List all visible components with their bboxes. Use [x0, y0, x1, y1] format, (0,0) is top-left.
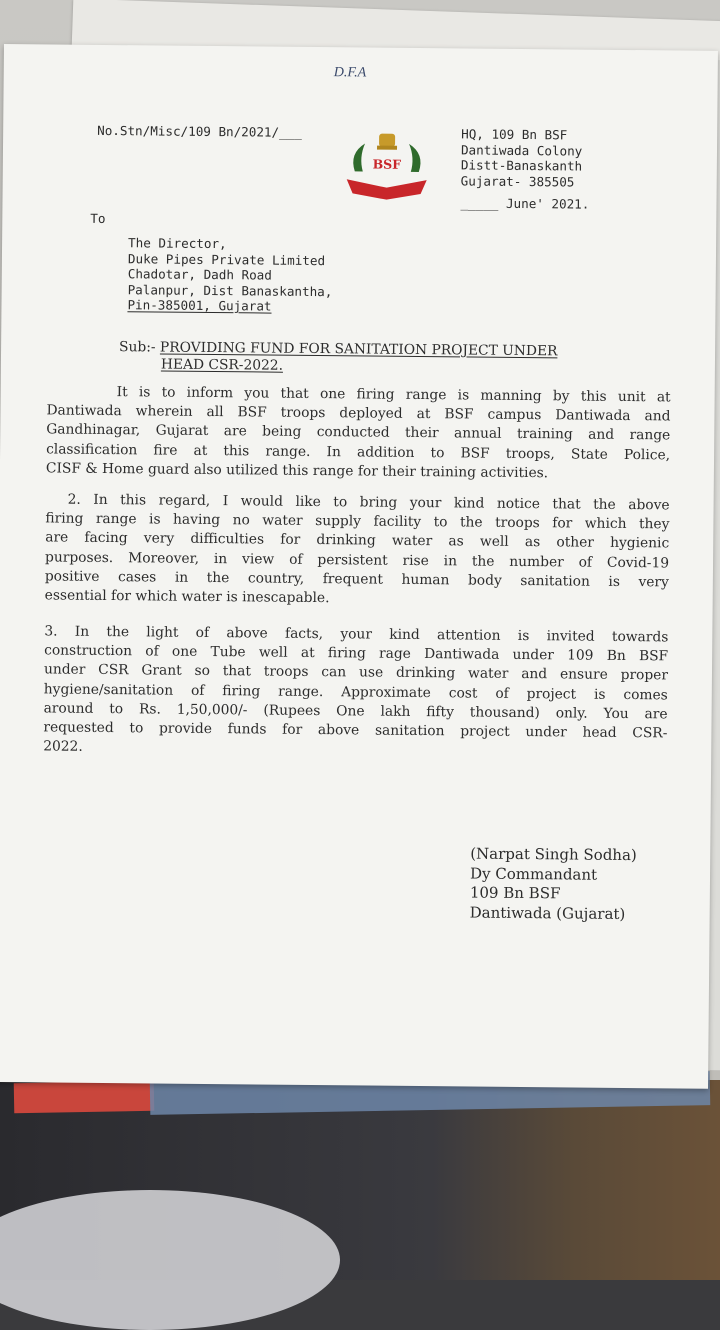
- bsf-emblem: [341, 131, 434, 202]
- paragraph-line: construction of one Tube well at firing rage Dantiwada under 109 Bn BSF: [44, 642, 669, 665]
- paragraph-line: hygiene/sanitation of firing range. Approximate cost of project is comes: [43, 680, 668, 703]
- paragraph-line: classification fire at this range. In addition to BSF troops, State Police,: [46, 440, 671, 463]
- signatory-location: Dantiwada (Gujarat): [469, 903, 626, 923]
- letter-date: _____ June' 2021.: [460, 195, 590, 212]
- paragraph-line: CISF & Home guard also utilized this range for their training activities.: [45, 460, 549, 481]
- sender-address: [461, 126, 583, 189]
- paragraph-line: 3. In the light of above facts, your kind attention is invited towards: [44, 623, 669, 646]
- paragraph-line: It is to inform you that one firing range is manning by this unit at: [116, 384, 671, 406]
- signatory-name: (Narpat Singh Sodha): [470, 844, 637, 865]
- subject-title-continued: HEAD CSR-2022.: [160, 356, 284, 374]
- paragraph-line: 2022.: [43, 738, 83, 755]
- paragraph-line: purposes. Moreover, in view of persistent rise in the number of Covid-19: [45, 548, 670, 571]
- sender-line: Distt-Banaskanth: [460, 157, 583, 174]
- recipient-line: Duke Pipes Private Limited: [127, 250, 326, 268]
- signatory-unit: 109 Bn BSF: [469, 883, 561, 903]
- paragraph-line: essential for which water is inescapable.: [44, 587, 330, 607]
- paragraph-line: are facing very difficulties for drinking water as well as other hygienic: [45, 529, 670, 552]
- paragraph-line: requested to provide funds for above sanitation project under head CSR-: [43, 719, 668, 742]
- paragraph-line: 2. In this regard, I would like to bring your kind notice that the above: [67, 491, 670, 514]
- recipient-line: Palanpur, Dist Banaskantha,: [127, 281, 333, 299]
- ashoka-lion-icon: [377, 134, 397, 150]
- handwritten-note: D.F.A: [333, 65, 367, 81]
- subject-prefix: Sub:-: [119, 339, 156, 356]
- recipient-line: Chadotar, Dadh Road: [127, 266, 272, 283]
- paragraph-line: around to Rs. 1,50,000/- (Rupees One lakh fifty thousand) only. You are: [43, 700, 668, 723]
- reference-number: No.Stn/Misc/109 Bn/2021/___: [97, 122, 302, 140]
- paragraph-2: [45, 490, 670, 611]
- letter-page: [0, 44, 718, 1089]
- paragraph-3: [43, 622, 668, 762]
- paragraph-line: Dantiwada wherein all BSF troops deployed at BSF campus Dantiwada and: [46, 402, 671, 425]
- subject-title: PROVIDING FUND FOR SANITATION PROJECT UNDER: [159, 339, 558, 360]
- emblem-ribbon: [347, 179, 427, 200]
- to-label: To: [90, 210, 106, 226]
- emblem-text: BSF: [372, 156, 402, 172]
- paragraph-1: [46, 382, 671, 484]
- paragraph-line: under CSR Grant so that troops can use drinking water and ensure proper: [43, 661, 669, 684]
- recipient-line: The Director,: [128, 235, 227, 252]
- sender-line: Gujarat- 385505: [460, 172, 575, 189]
- signatory-rank: Dy Commandant: [469, 864, 598, 884]
- left-wreath-icon: [353, 143, 365, 171]
- sender-line: Dantiwada Colony: [460, 141, 583, 159]
- right-wreath-icon: [409, 144, 421, 172]
- sender-line: HQ, 109 Bn BSF: [461, 126, 568, 143]
- recipient-line: Pin-385001, Gujarat: [127, 297, 272, 314]
- paragraph-line: positive cases in the country, frequent human body sanitation is very: [44, 568, 669, 591]
- paragraph-line: Gandhinagar, Gujarat are being conducted their annual training and range: [46, 421, 671, 444]
- recipient-address: [127, 235, 332, 314]
- paragraph-line: firing range is having no water supply facility to the troops for which they: [45, 510, 670, 533]
- signature-block: [470, 845, 637, 925]
- red-folder-edge: [14, 1081, 155, 1113]
